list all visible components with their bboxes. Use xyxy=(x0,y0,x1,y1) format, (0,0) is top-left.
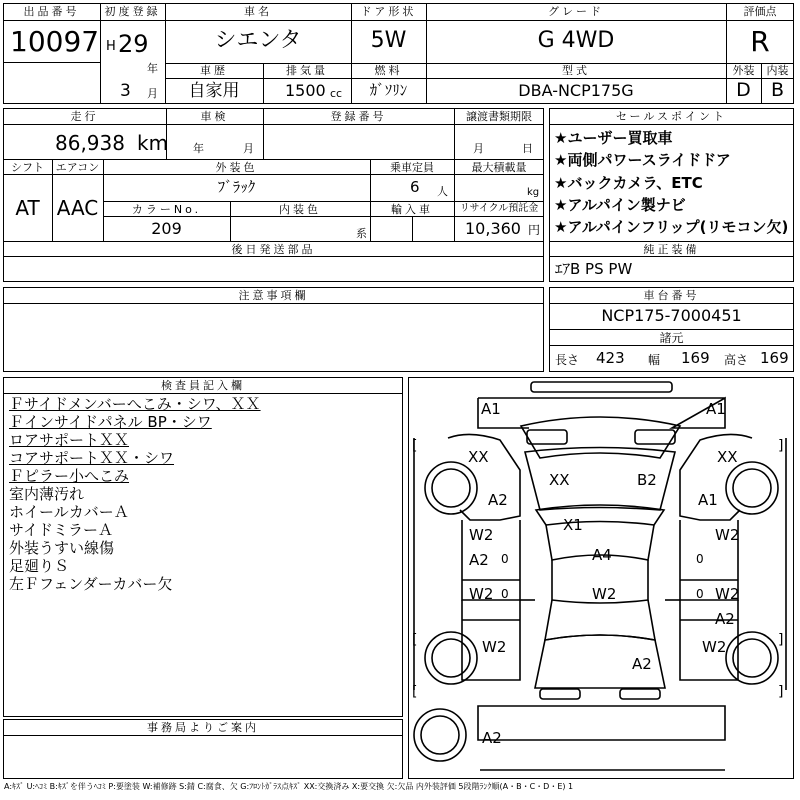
width-value: 169 xyxy=(681,349,710,367)
width-label: 幅 xyxy=(648,353,661,367)
damage-mark: X1 xyxy=(563,516,583,534)
later-parts-header: 後日発送部品 xyxy=(231,243,316,256)
ac-header: エアコン xyxy=(55,161,100,174)
damage-mark: 0 xyxy=(696,552,704,566)
transfer-deadline-header: 譲渡書類期限 xyxy=(466,110,532,123)
damage-mark: XX xyxy=(549,471,570,489)
mileage-unit: km xyxy=(137,131,169,155)
interior-grade: B xyxy=(770,79,785,101)
fuel-header: 燃料 xyxy=(374,64,403,77)
notes-header: 注意事項欄 xyxy=(238,289,309,302)
transfer-day-unit: 日 xyxy=(522,142,533,155)
lot-number: 10097 xyxy=(10,25,100,58)
length-label: 長さ xyxy=(555,353,580,367)
registration-year: 29 xyxy=(118,30,149,58)
capacity-header: 乗車定員 xyxy=(390,161,434,174)
color: ﾌﾞﾗｯｸ xyxy=(217,178,256,196)
damage-mark: ] xyxy=(778,684,784,700)
equipment-header: 純正装備 xyxy=(643,243,700,256)
selling-point-item: ★アルパイン製ナビ xyxy=(554,196,686,214)
damage-mark: A1 xyxy=(706,400,726,418)
length-value: 423 xyxy=(596,349,625,367)
damage-mark: A4 xyxy=(592,546,612,564)
lot-number-header: 出品番号 xyxy=(23,5,80,18)
era-letter: H xyxy=(106,39,116,54)
model-name-header: 車名 xyxy=(244,5,272,18)
selling-points-header: セールスポイント xyxy=(615,110,727,123)
inspection-month-unit: 月 xyxy=(243,142,254,155)
inspector-note: 足廻りＳ xyxy=(9,557,70,575)
selling-point-item: ★両側パワースライドドア xyxy=(554,151,731,169)
damage-mark: A2 xyxy=(488,491,508,509)
ac: AAC xyxy=(56,196,99,220)
damage-mark: B2 xyxy=(637,471,657,489)
inspector-note: 外装うすい線傷 xyxy=(9,539,115,557)
overall-rating: R xyxy=(750,25,770,58)
displacement-unit: cc xyxy=(330,87,343,100)
dimensions-header: 諸元 xyxy=(659,331,684,345)
inspection-year-unit: 年 xyxy=(193,142,204,155)
damage-mark: A2 xyxy=(469,551,489,569)
inspector-note: ホイールカバーＡ xyxy=(9,503,129,521)
model-code: DBA-NCP175G xyxy=(518,81,634,100)
max-load-header: 最大積載量 xyxy=(471,161,527,174)
interior-color-header: 内装色 xyxy=(279,203,321,216)
exterior-grade-header: 外装 xyxy=(732,64,755,77)
damage-mark: W2 xyxy=(482,638,507,656)
equipment: ｴｱB PS PW xyxy=(555,260,633,278)
year-unit: 年 xyxy=(147,62,158,75)
door-type: 5W xyxy=(370,28,407,53)
damage-mark: A2 xyxy=(482,729,502,747)
max-load-unit: kg xyxy=(527,187,540,198)
recycle-fee: 10,360 xyxy=(465,219,521,238)
selling-point-item: ★ユーザー買取車 xyxy=(554,129,673,147)
selling-point-item: ★バックカメラ、ETC xyxy=(554,174,703,192)
chassis-number-header: 車台番号 xyxy=(643,289,700,302)
capacity: 6 xyxy=(410,178,420,196)
damage-mark: [ xyxy=(412,684,418,700)
damage-mark: [ xyxy=(412,438,418,454)
inspector-note: ロアサポートＸＸ xyxy=(9,431,130,449)
inspection-header: 車検 xyxy=(200,110,229,123)
damage-mark: XX xyxy=(468,448,489,466)
door-type-header: ドア形状 xyxy=(360,5,417,18)
height-value: 169 xyxy=(760,349,789,367)
import-header: 輸入車 xyxy=(391,203,433,216)
inspector-note: Ｆサイドメンバーへこみ・シワ、ＸＸ xyxy=(9,395,261,413)
chassis-number: NCP175-7000451 xyxy=(601,306,742,325)
damage-mark: XX xyxy=(717,448,738,466)
first-registration-header: 初度登録 xyxy=(104,5,161,18)
damage-mark: 0 xyxy=(501,587,509,601)
recycle-fee-header: リサイクル預託金 xyxy=(459,203,539,214)
inspector-note: 室内薄汚れ xyxy=(9,485,85,503)
fuel: ｶﾞｿﾘﾝ xyxy=(369,81,408,99)
damage-mark: W2 xyxy=(715,526,740,544)
mileage-header: 走行 xyxy=(70,110,99,123)
damage-mark: [ xyxy=(412,632,418,648)
rating-header: 評価点 xyxy=(743,5,777,18)
damage-mark: A2 xyxy=(632,655,652,673)
damage-mark: W2 xyxy=(702,638,727,656)
model-name: シエンタ xyxy=(214,28,302,53)
inspector-note: サイドミラーＡ xyxy=(9,521,113,539)
shift-header: シフト xyxy=(11,161,44,174)
damage-mark: ] xyxy=(778,438,784,454)
inspector-header: 検査員記入欄 xyxy=(161,379,245,392)
inspector-note: コアサポートＸＸ・シワ xyxy=(9,449,175,467)
damage-mark: A2 xyxy=(715,610,735,628)
inspector-note: Ｆインサイドパネル BP・シワ xyxy=(9,413,212,431)
plate-number-header: 登録番号 xyxy=(330,110,387,123)
damage-mark: A1 xyxy=(698,491,718,509)
grade: G 4WD xyxy=(537,28,615,53)
office-header: 事務局よりご案内 xyxy=(147,721,259,734)
displacement: 1500 xyxy=(285,81,326,100)
shift: AT xyxy=(15,196,40,220)
legend: A:ｷｽﾞ U:ﾍｺﾐ B:ｷｽﾞを伴うﾍｺﾐ P:要塗装 W:補修跡 S:錆 C:腐食、欠 G:ﾌﾛﾝﾄｶﾞﾗｽ点ｷｽﾞ XX:交換済み X:要交換 欠:欠品 内外装評価 5段階ﾗﾝｸ順(A・B・C・D・E) 1 xyxy=(4,782,574,791)
color-header: 外装色 xyxy=(215,161,258,174)
capacity-unit: 人 xyxy=(437,185,448,198)
month-unit: 月 xyxy=(147,87,158,100)
interior-grade-header: 内装 xyxy=(766,64,789,77)
damage-mark: W2 xyxy=(469,585,494,603)
color-number: 209 xyxy=(151,219,182,238)
grade-header: グレード xyxy=(548,5,604,18)
exterior-grade: D xyxy=(736,79,751,101)
selling-point-item: ★アルパインフリップ(リモコン欠) xyxy=(554,218,789,236)
model-code-header: 型式 xyxy=(562,64,590,77)
height-label: 高さ xyxy=(724,353,749,367)
damage-mark: 0 xyxy=(501,552,509,566)
damage-mark: W2 xyxy=(592,585,617,603)
color-number-header: カラーNo. xyxy=(131,203,202,216)
history: 自家用 xyxy=(188,81,240,101)
recycle-fee-unit: 円 xyxy=(528,223,541,237)
registration-month: 3 xyxy=(120,81,131,101)
transfer-month-unit: 月 xyxy=(473,142,484,155)
inspector-note: Ｆピラー小へこみ xyxy=(9,467,130,485)
damage-mark: W2 xyxy=(469,526,494,544)
history-header: 車歴 xyxy=(200,64,228,77)
damage-mark: W2 xyxy=(715,585,740,603)
displacement-header: 排気量 xyxy=(286,64,328,77)
interior-color-unit: 系 xyxy=(356,227,367,240)
mileage: 86,938 xyxy=(55,131,125,155)
damage-mark: A1 xyxy=(481,400,501,418)
damage-mark: 0 xyxy=(696,587,704,601)
damage-mark: ] xyxy=(778,632,784,648)
inspector-note: 左Ｆフェンダーカバー欠 xyxy=(9,575,173,593)
